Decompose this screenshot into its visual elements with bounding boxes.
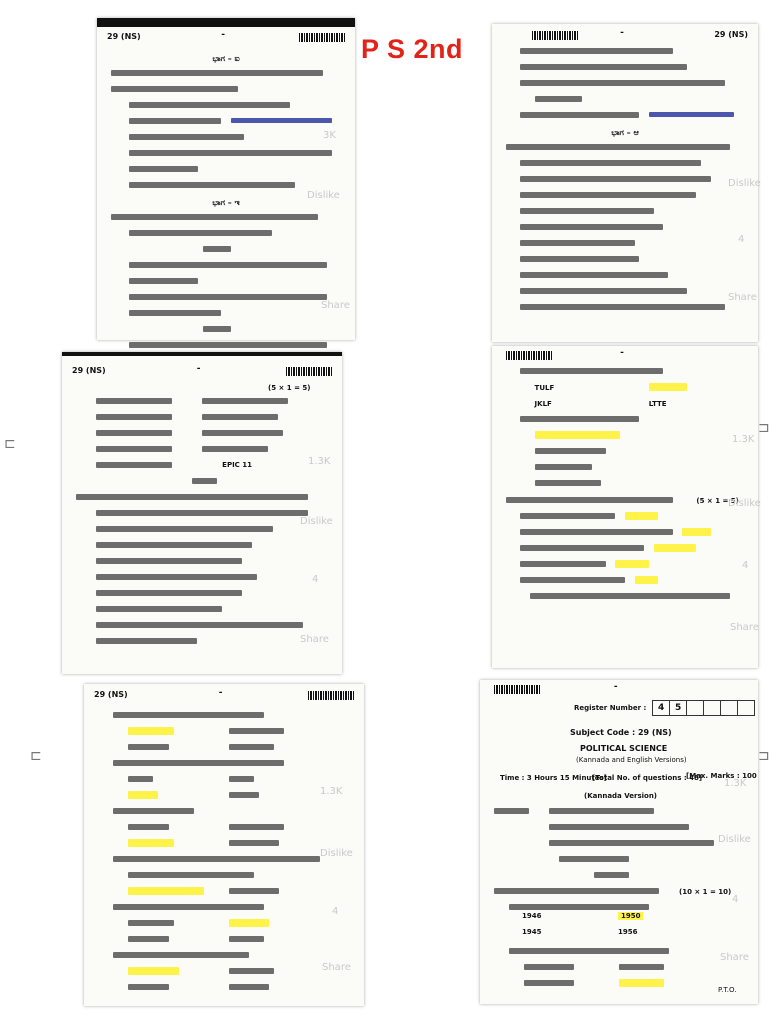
question-list	[506, 48, 744, 320]
barcode	[299, 33, 345, 42]
share-watermark: Share	[728, 292, 757, 303]
marks-label: (5 × 1 = 5)	[696, 497, 739, 505]
dislike-watermark: Dislike	[320, 848, 353, 859]
page-header: 29 (NS) -	[72, 366, 332, 380]
question-list	[506, 368, 744, 609]
instructions	[494, 808, 744, 920]
register-digit: 5	[675, 703, 682, 713]
exam-page-4	[492, 346, 761, 668]
dislike-watermark: Dislike	[728, 178, 761, 189]
page-header: - 29 (NS)	[502, 30, 748, 44]
exam-page-1	[97, 18, 355, 340]
page-code: 29 (NS)	[72, 366, 106, 375]
option-a: 1946	[522, 912, 542, 920]
share-watermark: Share	[720, 952, 749, 963]
count-watermark: 4	[738, 234, 745, 245]
barcode	[308, 691, 354, 700]
like-count-watermark: 1.3K	[724, 778, 747, 789]
page-code: 29 (NS)	[107, 32, 141, 41]
side-bracket-icon: ⊐	[758, 420, 770, 436]
total-questions: [Total No. of questions : 48]	[592, 774, 703, 782]
share-watermark: Share	[322, 962, 351, 973]
barcode	[286, 367, 332, 376]
option-b: 1950	[618, 912, 643, 920]
share-watermark: Share	[321, 300, 350, 311]
barcode	[494, 685, 540, 694]
side-bracket-icon: ⊐	[758, 748, 770, 764]
side-bracket-icon: ⊏	[30, 748, 42, 764]
exam-page-2	[492, 24, 761, 342]
like-count-watermark: 1.3K	[732, 434, 755, 445]
marks-label: (5 × 1 = 5)	[268, 384, 311, 392]
register-label: Register Number :	[574, 704, 647, 712]
exam-page-5	[84, 684, 364, 1006]
count-watermark: 4	[732, 894, 739, 905]
marks-label: (10 × 1 = 10)	[679, 888, 732, 896]
max-marks: [Max. Marks : 100	[686, 772, 757, 780]
barcode	[532, 31, 578, 40]
question-2	[494, 948, 744, 996]
option-c: JKLF	[534, 400, 552, 408]
pto-label: P.T.O.	[718, 986, 737, 994]
question-list	[98, 712, 350, 1000]
option-d: LTTE	[648, 400, 667, 408]
register-digit: 4	[658, 703, 665, 713]
question-list	[111, 52, 341, 358]
dislike-watermark: Dislike	[300, 516, 333, 527]
like-count-watermark: 3K	[323, 130, 336, 141]
exam-page-6	[480, 680, 758, 1004]
barcode	[506, 351, 552, 360]
epic-option: EPIC 11	[222, 461, 252, 469]
count-watermark: 4	[312, 574, 319, 585]
like-count-watermark: 1.3K	[320, 786, 343, 797]
section-heading: ಭಾಗ – ಐ	[212, 54, 240, 63]
side-bracket-icon: ⊏	[4, 436, 16, 452]
versions: (Kannada and English Versions)	[576, 756, 687, 764]
page-header: 29 (NS) -	[94, 690, 354, 704]
page-header: 29 (NS) -	[107, 32, 345, 46]
section-heading: ಭಾಗ – ಇ	[212, 198, 240, 207]
dislike-watermark: Dislike	[728, 498, 761, 509]
exam-page-3	[62, 352, 342, 674]
option-c: 1945	[522, 928, 542, 936]
subject-code: Subject Code : 29 (NS)	[570, 728, 672, 737]
dislike-watermark: Dislike	[718, 834, 751, 845]
time-allowed: Time : 3 Hours 15 Minutes]	[500, 774, 607, 782]
page-header: -	[490, 684, 748, 698]
page-code: 29 (NS)	[94, 690, 128, 699]
subject-title: POLITICAL SCIENCE	[580, 744, 668, 753]
count-watermark: 4	[332, 906, 339, 917]
page-code: 29 (NS)	[714, 30, 748, 39]
dislike-watermark: Dislike	[307, 190, 340, 201]
overlay-title: P S 2nd	[361, 34, 464, 64]
like-count-watermark: 1.3K	[308, 456, 331, 467]
share-watermark: Share	[730, 622, 759, 633]
count-watermark: 4	[742, 560, 749, 571]
option-a: TULF	[534, 384, 555, 392]
page-header: -	[502, 350, 748, 364]
page-top-bar	[62, 352, 342, 356]
option-d: 1956	[618, 928, 638, 936]
section-heading: ಭಾಗ – ಆ	[611, 128, 639, 137]
question-list	[76, 398, 331, 654]
share-watermark: Share	[300, 634, 329, 645]
page-top-bar	[97, 18, 355, 27]
kannada-version: (Kannada Version)	[584, 792, 658, 800]
